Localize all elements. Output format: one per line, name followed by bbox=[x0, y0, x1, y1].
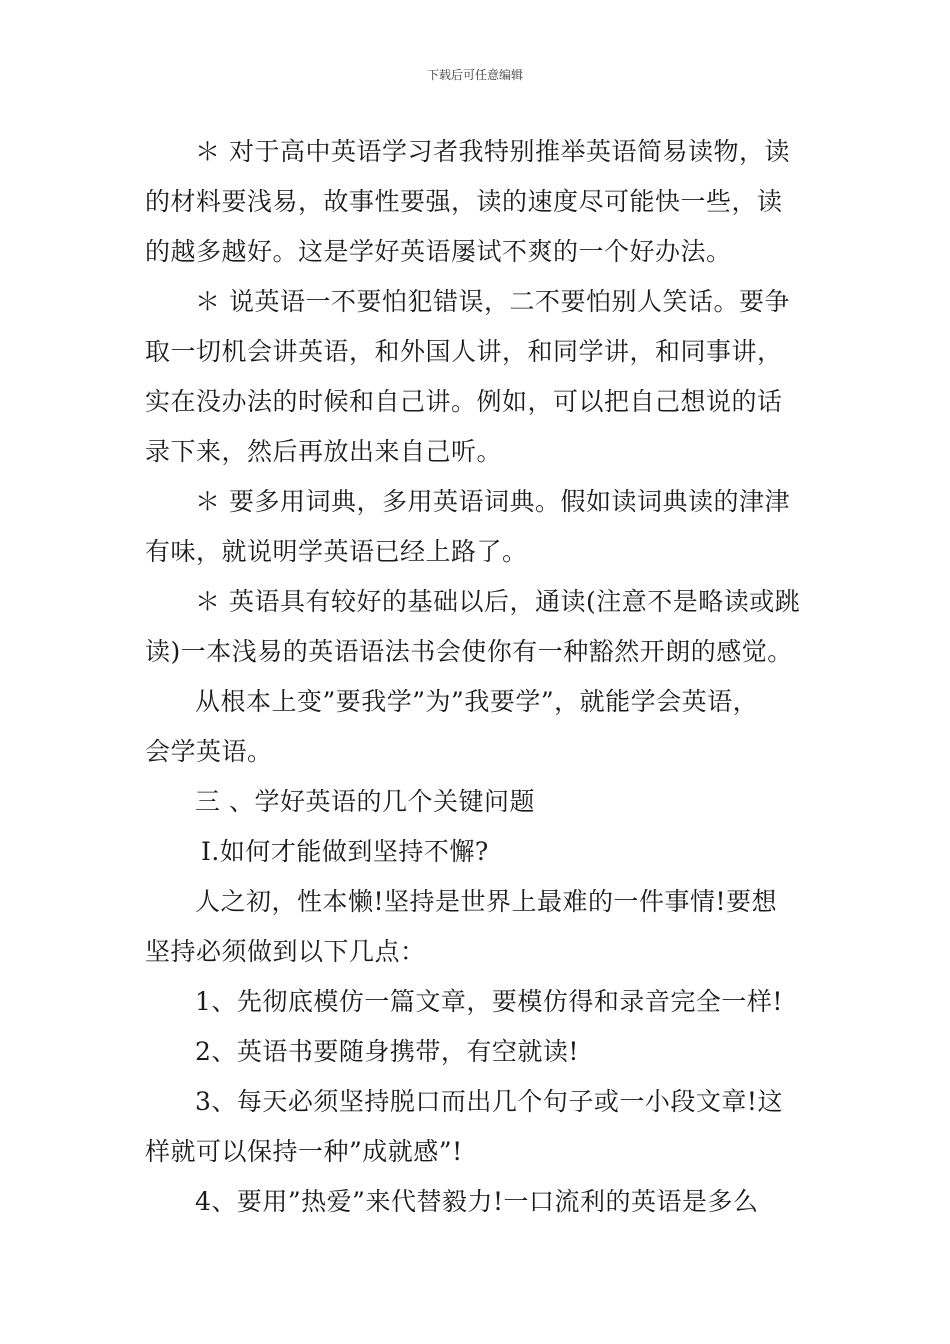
text-line: 三 、学好英语的几个关键问题 bbox=[195, 787, 535, 816]
text-line: 取一切机会讲英语，和外国人讲，和同学讲，和同事讲， bbox=[145, 337, 783, 366]
text-line: 实在没办法的时候和自己讲。例如，可以把自己想说的话 bbox=[145, 387, 783, 416]
text-line: 样就可以保持一种”成就感”! bbox=[145, 1137, 463, 1166]
text-line: ＊ 英语具有较好的基础以后，通读(注意不是略读或跳 bbox=[195, 587, 801, 616]
text-line: 读)一本浅易的英语语法书会使你有一种豁然开朗的感觉。 bbox=[145, 637, 793, 666]
text-line: Ⅰ.如何才能做到坚持不懈? bbox=[201, 837, 489, 866]
paragraph-reading-tip bbox=[145, 127, 813, 277]
text-line: 有味，就说明学英语已经上路了。 bbox=[145, 537, 528, 566]
paragraph-speaking-tip bbox=[145, 277, 813, 477]
list-item bbox=[145, 977, 813, 1027]
text-line: 3、每天必须坚持脱口而出几个句子或一小段文章!这 bbox=[195, 1087, 783, 1116]
list-item bbox=[145, 1077, 813, 1177]
paragraph-persistence bbox=[145, 877, 813, 977]
paragraph-motivation bbox=[145, 677, 813, 777]
text-line: ＊ 要多用词典，多用英语词典。假如读词典读的津津 bbox=[195, 487, 790, 516]
list-item bbox=[145, 1027, 813, 1077]
text-line: ＊ 说英语一不要怕犯错误，二不要怕别人笑话。要争 bbox=[195, 287, 790, 316]
text-line: 从根本上变”要我学”为”我要学”，就能学会英语， bbox=[195, 687, 759, 716]
paragraph-dictionary-tip bbox=[145, 477, 813, 577]
text-line: 录下来，然后再放出来自己听。 bbox=[145, 437, 503, 466]
text-line: 坚持必须做到以下几点： bbox=[145, 937, 426, 966]
text-line: ＊ 对于高中英语学习者我特别推举英语简易读物，读 bbox=[195, 137, 790, 166]
paragraph-grammar-tip bbox=[145, 577, 813, 677]
text-line: 4、要用”热爱”来代替毅力!一口流利的英语是多么 bbox=[195, 1187, 759, 1216]
text-line: 的材料要浅易，故事性要强，读的速度尽可能快一些，读 bbox=[145, 187, 783, 216]
section-heading bbox=[145, 777, 813, 827]
list-item bbox=[145, 1177, 813, 1227]
document-body bbox=[145, 127, 813, 1227]
page-header: 下载后可任意编辑 bbox=[426, 68, 523, 82]
subsection-heading bbox=[145, 827, 813, 877]
text-line: 的越多越好。这是学好英语屡试不爽的一个好办法。 bbox=[145, 237, 732, 266]
text-line: 人之初，性本懒!坚持是世界上最难的一件事情!要想 bbox=[195, 887, 778, 916]
text-line: 会学英语。 bbox=[145, 737, 273, 766]
text-line: 1、先彻底模仿一篇文章，要模仿得和录音完全一样! bbox=[195, 987, 783, 1016]
text-line: 2、英语书要随身携带，有空就读! bbox=[195, 1037, 579, 1066]
